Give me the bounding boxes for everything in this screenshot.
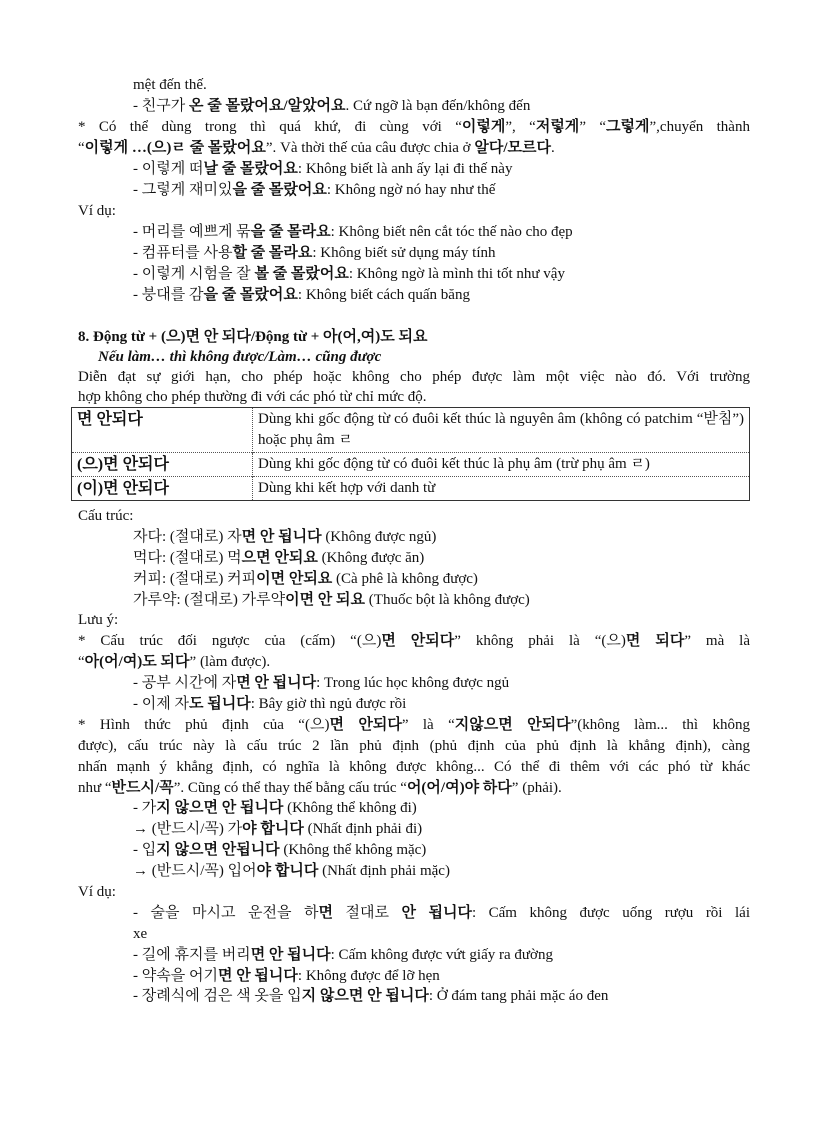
bold-text: 안 됩니다 bbox=[401, 904, 472, 921]
bold-text: 면 안되다 bbox=[329, 716, 402, 733]
text-segment: Diễn đạt sự giới hạn, cho phép hoặc không cho phép được làm một việc nào đó. Với trường bbox=[78, 369, 750, 385]
text-segment: - 술을 마시고 운전을 하 bbox=[133, 904, 319, 921]
text-line bbox=[78, 757, 750, 778]
bold-text: 그렇게 bbox=[606, 119, 650, 135]
example-line bbox=[78, 243, 750, 264]
text-segment: như “ bbox=[78, 779, 112, 796]
document-body bbox=[78, 75, 750, 1007]
bold-text: 면 bbox=[318, 904, 333, 921]
text-segment: (반드시/꼭) 입어 bbox=[148, 863, 257, 880]
past-tense-notes bbox=[78, 75, 750, 306]
text-segment: : Không được để lỡ hẹn bbox=[297, 967, 440, 984]
bold-text: 을 줄 몰라요 bbox=[250, 224, 331, 240]
bold-text: 온 줄 몰랐어요/알았어요 bbox=[188, 98, 346, 114]
structure-notes bbox=[78, 506, 750, 1007]
text-segment: ”,chuyển thành bbox=[649, 119, 750, 135]
text-segment: ” “ bbox=[579, 119, 607, 135]
section-subheading: Nếu làm… thì không được/Làm… cũng được bbox=[98, 349, 382, 365]
bold-text: 면 되다 bbox=[625, 633, 685, 650]
text-segment: (Không thể không mặc) bbox=[279, 842, 427, 859]
text-segment: - 가 bbox=[133, 800, 157, 817]
example-line bbox=[78, 548, 750, 569]
text-segment: : Không ngờ là mình thi tốt như vậy bbox=[348, 266, 565, 282]
text-segment: ”(không làm... thì không bbox=[570, 716, 750, 733]
bold-text: 면 안 됩니다 bbox=[217, 967, 298, 984]
text-segment: : Cấm không được uống rượu rồi lái bbox=[471, 904, 750, 921]
text-segment: 자다: (절대로) 자 bbox=[133, 528, 242, 545]
text-segment: - 그렇게 재미있 bbox=[133, 182, 233, 198]
text-segment: ” (làm được). bbox=[189, 654, 271, 671]
text-segment: - 이제 자 bbox=[133, 696, 189, 713]
text-line bbox=[78, 652, 750, 673]
text-segment: 커피: (절대로) 커피 bbox=[133, 570, 257, 587]
example-line bbox=[78, 798, 750, 819]
text-segment: “ bbox=[78, 654, 85, 671]
example-line bbox=[78, 861, 750, 882]
bold-text: 면 안 됩니다 bbox=[241, 528, 322, 545]
text-segment: : Cấm không được vứt giấy ra đường bbox=[330, 946, 553, 963]
text-segment: - 공부 시간에 자 bbox=[133, 675, 237, 692]
text-segment: Lưu ý: bbox=[78, 612, 119, 629]
table-form: (으)면 안되다 bbox=[72, 453, 253, 477]
bold-text: 아(어/여)도 되다 bbox=[84, 654, 190, 671]
example-line bbox=[78, 819, 750, 840]
text-segment: : Ở đám tang phải mặc áo đen bbox=[428, 988, 609, 1005]
section-intro bbox=[78, 367, 750, 407]
text-line bbox=[78, 610, 750, 631]
bold-text: → bbox=[133, 863, 148, 880]
example-line bbox=[78, 986, 750, 1007]
text-line bbox=[78, 201, 750, 222]
bold-text: 날 줄 몰랐어요 bbox=[203, 161, 298, 177]
text-segment: Cấu trúc: bbox=[78, 508, 134, 524]
text-segment: : Không biết là anh ấy lại đi thế này bbox=[297, 161, 513, 177]
table-description: Dùng khi kết hợp với danh từ bbox=[253, 477, 750, 501]
example-line bbox=[78, 96, 750, 117]
text-segment: ”. Và thời thế của câu được chia ở bbox=[265, 140, 475, 156]
example-line bbox=[78, 903, 750, 924]
example-line bbox=[78, 264, 750, 285]
bold-text: 지 않으면 안 됩니다 bbox=[301, 988, 429, 1005]
text-line bbox=[78, 882, 750, 903]
text-segment: ” không phải là “(으) bbox=[454, 633, 626, 650]
bold-text: 지 않으면 안 됩니다 bbox=[156, 800, 284, 817]
bold-text: 면 안 됩니다 bbox=[250, 946, 331, 963]
text-segment: ” là “ bbox=[401, 716, 455, 733]
table-description: Dùng khi gốc động từ có đuôi kết thúc là phụ âm (trừ phụ âm ㄹ) bbox=[253, 453, 750, 477]
text-segment: (Không thể không đi) bbox=[283, 800, 417, 817]
text-line bbox=[78, 631, 750, 652]
bold-text: 지 않으면 안됩니다 bbox=[156, 842, 280, 859]
text-segment: * Có thể dùng trong thì quá khứ, đi cùng với “ bbox=[78, 119, 462, 135]
bold-text: 도 됩니다 bbox=[188, 696, 251, 713]
bold-text: 면 안되다 bbox=[381, 633, 455, 650]
text-segment: . bbox=[550, 140, 555, 156]
bold-text: 이면 안되요 bbox=[256, 570, 333, 587]
text-segment: - 약속을 어기 bbox=[133, 967, 218, 984]
text-line bbox=[78, 715, 750, 736]
text-segment: - 길에 휴지를 버리 bbox=[133, 946, 251, 963]
bold-text: 으면 안되요 bbox=[241, 549, 318, 566]
bold-text: 이면 안 되요 bbox=[285, 591, 366, 608]
text-segment: 가루약: (절대로) 가루약 bbox=[133, 591, 286, 608]
bold-text: 을 줄 몰랐어요 bbox=[232, 182, 327, 198]
text-segment: - 머리를 예쁘게 묶 bbox=[133, 224, 251, 240]
text-segment: - 이렇게 떠 bbox=[133, 161, 204, 177]
example-line bbox=[78, 673, 750, 694]
text-line bbox=[78, 506, 750, 527]
text-segment: - 입 bbox=[133, 842, 157, 859]
text-segment: ” (phải). bbox=[511, 779, 562, 796]
bold-text: 을 줄 몰랐어요 bbox=[203, 287, 298, 303]
bold-text: → bbox=[133, 821, 148, 838]
text-segment: Ví dụ: bbox=[78, 203, 116, 219]
text-segment: (Thuốc bột là không được) bbox=[365, 591, 530, 608]
text-segment: : Bây giờ thì ngủ được rồi bbox=[250, 696, 407, 713]
bold-text: 알다/모르다 bbox=[474, 140, 551, 156]
text-segment: - 친구가 bbox=[133, 98, 189, 114]
bold-text: 반드시/꼭 bbox=[111, 779, 174, 796]
text-segment: : Trong lúc học không được ngủ bbox=[316, 675, 510, 692]
text-line bbox=[78, 367, 750, 387]
table-row bbox=[72, 477, 750, 501]
example-line bbox=[78, 694, 750, 715]
text-line bbox=[78, 778, 750, 799]
usage-table bbox=[71, 407, 750, 501]
text-segment: xe bbox=[133, 925, 148, 942]
example-line bbox=[78, 569, 750, 590]
example-line bbox=[78, 222, 750, 243]
text-segment: - 이렇게 시험을 잘 bbox=[133, 266, 255, 282]
text-segment: ” mà là bbox=[684, 633, 750, 650]
text-segment: được), cấu trúc này là cấu trúc 2 lần phủ định (phủ định của phủ định là khẳng định), càng bbox=[78, 737, 750, 754]
text-segment: “ bbox=[78, 140, 85, 156]
text-line bbox=[78, 138, 750, 159]
example-line bbox=[78, 285, 750, 306]
text-segment: 절대로 bbox=[332, 904, 402, 921]
text-segment: (반드시/꼭) 가 bbox=[148, 821, 243, 838]
text-segment: * Cấu trúc đối ngược của (cấm) “(으) bbox=[78, 633, 382, 650]
text-segment: : Không biết sử dụng máy tính bbox=[312, 245, 496, 261]
text-segment: - 장례식에 검은 색 옷을 입 bbox=[133, 988, 302, 1005]
example-line bbox=[78, 590, 750, 611]
bold-text: 이렇게 bbox=[461, 119, 506, 135]
text-segment: ”, “ bbox=[505, 119, 536, 135]
bold-text: 이렇게 …(으)ㄹ 줄 몰랐어요 bbox=[84, 140, 266, 156]
text-segment: - 컴퓨터를 사용 bbox=[133, 245, 233, 261]
text-segment: 먹다: (절대로) 먹 bbox=[133, 549, 242, 566]
example-line bbox=[78, 840, 750, 861]
example-line bbox=[78, 945, 750, 966]
text-segment: (Nhất định phải đi) bbox=[303, 821, 423, 838]
text-segment: (Nhất định phải mặc) bbox=[318, 863, 450, 880]
text-segment: ”. Cũng có thể thay thế bằng cấu trúc “ bbox=[173, 779, 407, 796]
table-form: (이)면 안되다 bbox=[72, 477, 253, 501]
bold-text: 어(어/여)야 하다 bbox=[406, 779, 512, 796]
bold-text: 볼 줄 몰랐어요 bbox=[254, 266, 349, 282]
example-line bbox=[78, 75, 750, 96]
text-segment: - 붕대를 감 bbox=[133, 287, 204, 303]
text-line bbox=[78, 736, 750, 757]
text-segment: : Không ngờ nó hay như thế bbox=[326, 182, 496, 198]
text-segment: (Cà phê là không được) bbox=[332, 570, 478, 587]
text-segment: (Không được ăn) bbox=[317, 549, 425, 566]
text-segment: : Không biết nên cắt tóc thế nào cho đẹp bbox=[330, 224, 573, 240]
table-row bbox=[72, 408, 750, 453]
example-line bbox=[78, 159, 750, 180]
table-description: Dùng khi gốc động từ có đuôi kết thúc là nguyên âm (không có patchim “받침”) hoặc phụ âm ㄹ bbox=[253, 408, 750, 453]
bold-text: 야 합니다 bbox=[256, 863, 319, 880]
text-segment: Ví dụ: bbox=[78, 884, 116, 901]
text-segment: hợp không cho phép thường đi với các phó từ chỉ mức độ. bbox=[78, 389, 427, 405]
example-line bbox=[78, 966, 750, 987]
text-segment: : Không biết cách quấn băng bbox=[297, 287, 470, 303]
example-line bbox=[78, 527, 750, 548]
text-segment: . Cứ ngỡ là bạn đến/không đến bbox=[345, 98, 531, 114]
text-segment: mệt đến thế. bbox=[133, 77, 207, 93]
section-heading: 8. Động từ + (으)면 안 되다/Động từ + 아(어,여)도 되요 bbox=[78, 329, 428, 345]
bold-text: 지않으면 안되다 bbox=[454, 716, 571, 733]
text-segment: * Hình thức phủ định của “(으) bbox=[78, 716, 330, 733]
bold-text: 야 합니다 bbox=[242, 821, 304, 838]
bold-text: 저렇게 bbox=[535, 119, 580, 135]
table-form: 면 안되다 bbox=[72, 408, 253, 453]
example-line bbox=[78, 924, 750, 945]
bold-text: 할 줄 몰라요 bbox=[232, 245, 313, 261]
bold-text: 면 안 됩니다 bbox=[236, 675, 317, 692]
table-row bbox=[72, 453, 750, 477]
text-line bbox=[78, 117, 750, 138]
text-segment: (Không được ngủ) bbox=[321, 528, 437, 545]
text-line bbox=[78, 387, 750, 407]
text-segment: nhấn mạnh ý khẳng định, có nghĩa là không được không... Có thể đi thêm với các phó từ khác bbox=[78, 758, 750, 775]
example-line bbox=[78, 180, 750, 201]
